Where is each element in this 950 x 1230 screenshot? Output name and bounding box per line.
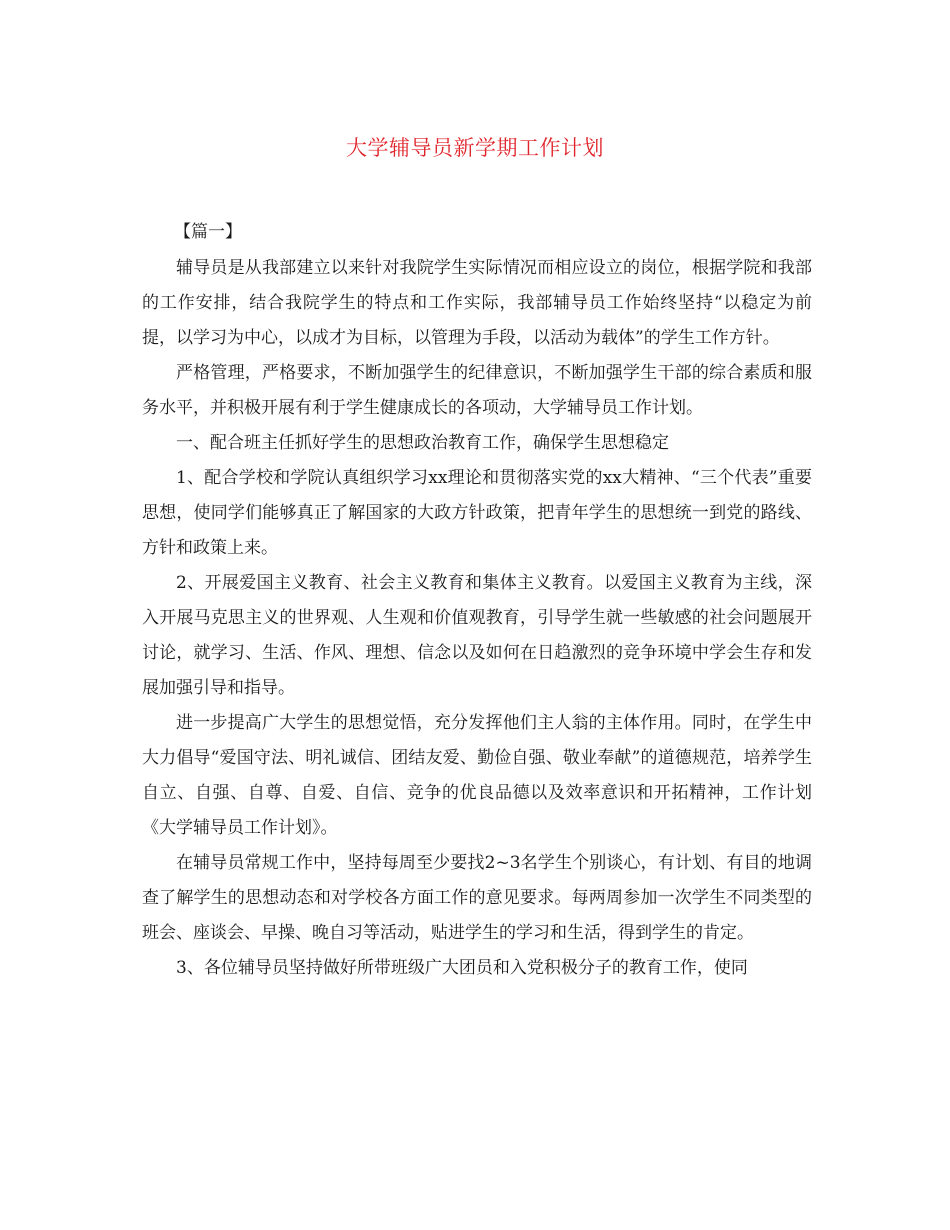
paragraph: 一、配合班主任抓好学生的思想政治教育工作，确保学生思想稳定: [176, 433, 669, 453]
paragraph: 1、配合学校和学院认真组织学习xx理论和贯彻落实党的xx大精神、“三个代表”重要思想，使同学们能够真正了解国家的大政方针政策，把青年学生的思想统一到党的路线、方针和政策上来。: [142, 468, 812, 558]
paragraph: 2、开展爱国主义教育、社会主义教育和集体主义教育。以爱国主义教育为主线，深入开展马克思主义的世界观、人生观和价值观教育，引导学生就一些敏感的社会问题展开讨论，就学习、生活、作风、理想、信念以及如何在日趋激烈的竞争环境中学会生存和发展加强引导和指导。: [142, 573, 812, 698]
paragraph: 严格管理，严格要求，不断加强学生的纪律意识，不断加强学生干部的综合素质和服务水平，并积极开展有利于学生健康成长的各项动，大学辅导员工作计划。: [142, 363, 812, 418]
paragraph: 进一步提高广大学生的思想觉悟，充分发挥他们主人翁的主体作用。同时，在学生中大力倡导“爱国守法、明礼诚信、团结友爱、勤俭自强、敬业奉献”的道德规范，培养学生自立、自强、自尊、自爱、自信、竞争的优良品德以及效率意识和开拓精神，工作计划《大学辅导员工作计划》。: [142, 713, 812, 838]
paragraph: 在辅导员常规工作中，坚持每周至少要找2~3名学生个别谈心，有计划、有目的地调查了解学生的思想动态和对学校各方面工作的意见要求。每两周参加一次学生不同类型的班会、座谈会、早操、晚自习等活动，贴进学生的学习和生活，得到学生的肯定。: [142, 853, 812, 943]
section-label: 【篇一】: [174, 222, 242, 242]
document-body: [142, 251, 812, 986]
document-title: 大学辅导员新学期工作计划: [346, 136, 604, 160]
paragraph: 3、各位辅导员坚持做好所带班级广大团员和入党积极分子的教育工作，使同: [176, 958, 748, 978]
paragraph: 辅导员是从我部建立以来针对我院学生实际情况而相应设立的岗位，根据学院和我部的工作安排，结合我院学生的特点和工作实际，我部辅导员工作始终坚持“以稳定为前提，以学习为中心，以成才为目标，以管理为手段，以活动为载体”的学生工作方针。: [142, 258, 812, 348]
